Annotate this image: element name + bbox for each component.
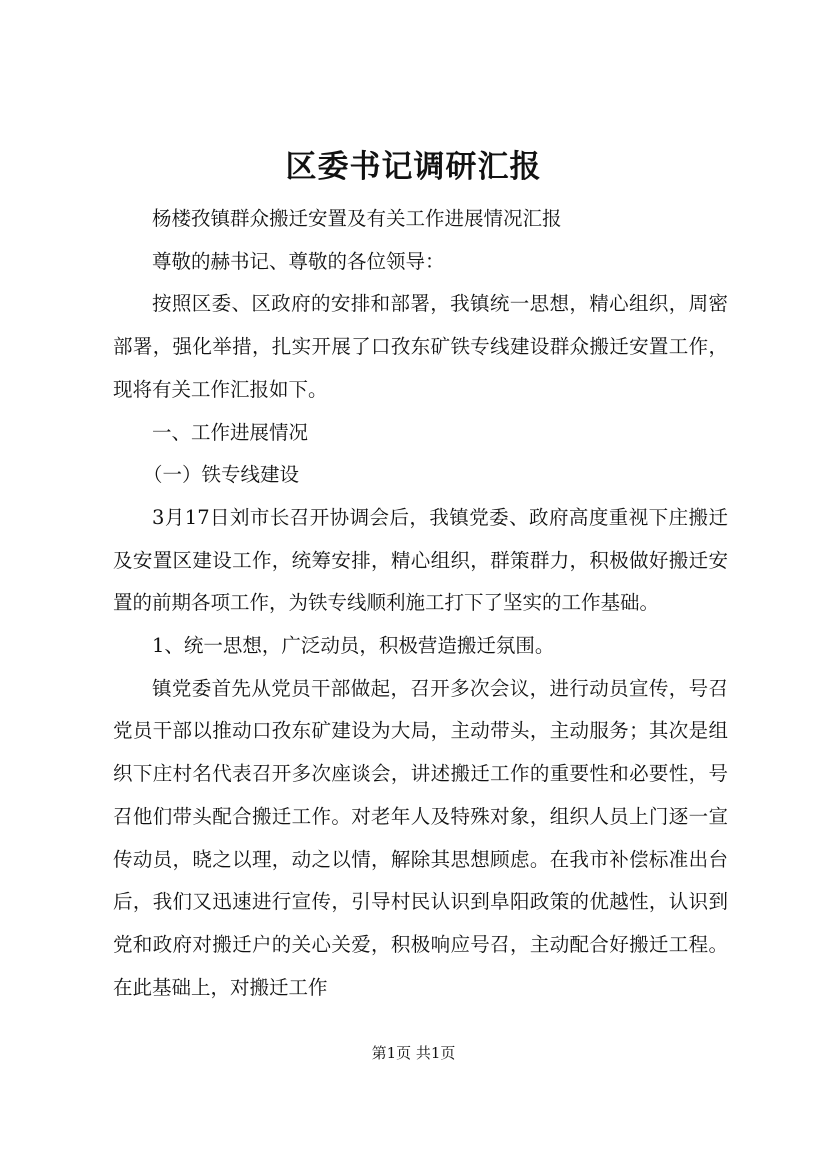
paragraph-salutation: 尊敬的赫书记、尊敬的各位领导： bbox=[152, 249, 445, 273]
document-title: 区委书记调研汇报 bbox=[285, 149, 542, 185]
paragraph-railway: 3月17日刘市长召开协调会后，我镇党委、政府高度重视下庄搬迁及安置区建设工作，统筹安排，精心组织，群策群力，积极做好搬迁安置的前期各项工作，为铁专线顺利施工打下了坚实的工作基础。 bbox=[113, 505, 728, 615]
paragraph-mobilization: 镇党委首先从党员干部做起，召开多次会议，进行动员宣传，号召党员干部以推动口孜东矿建设为大局，主动带头，主动服务；其次是组织下庄村名代表召开多次座谈会，讲述搬迁工作的重要性和必要性，号召他们带头配合搬迁工作。对老年人及特殊对象，组织人员上门逐一宣传动员，晓之以理，动之以情，解除其思想顾虑。在我市补偿标准出台后，我们又迅速进行宣传，引导村民认识到阜阳政策的优越性，认识到党和政府对搬迁户的关心关爱，积极响应号召，主动配合好搬迁工程。在此基础上，对搬迁工作 bbox=[113, 676, 728, 999]
point-heading-1: 1、统一思想，广泛动员，积极营造搬迁氛围。 bbox=[152, 634, 555, 658]
paragraph-subtitle: 杨楼孜镇群众搬迁安置及有关工作进展情况汇报 bbox=[152, 207, 562, 230]
page-footer: 第1页 共1页 bbox=[371, 1044, 456, 1062]
subsection-heading-1: （一）铁专线建设 bbox=[143, 463, 300, 487]
document-body bbox=[113, 198, 728, 1009]
paragraph-intro: 按照区委、区政府的安排和部署，我镇统一思想，精心组织，周密部署，强化举措，扎实开展了口孜东矿铁专线建设群众搬迁安置工作，现将有关工作汇报如下。 bbox=[113, 292, 728, 401]
section-heading-1: 一、工作进展情况 bbox=[152, 420, 309, 444]
